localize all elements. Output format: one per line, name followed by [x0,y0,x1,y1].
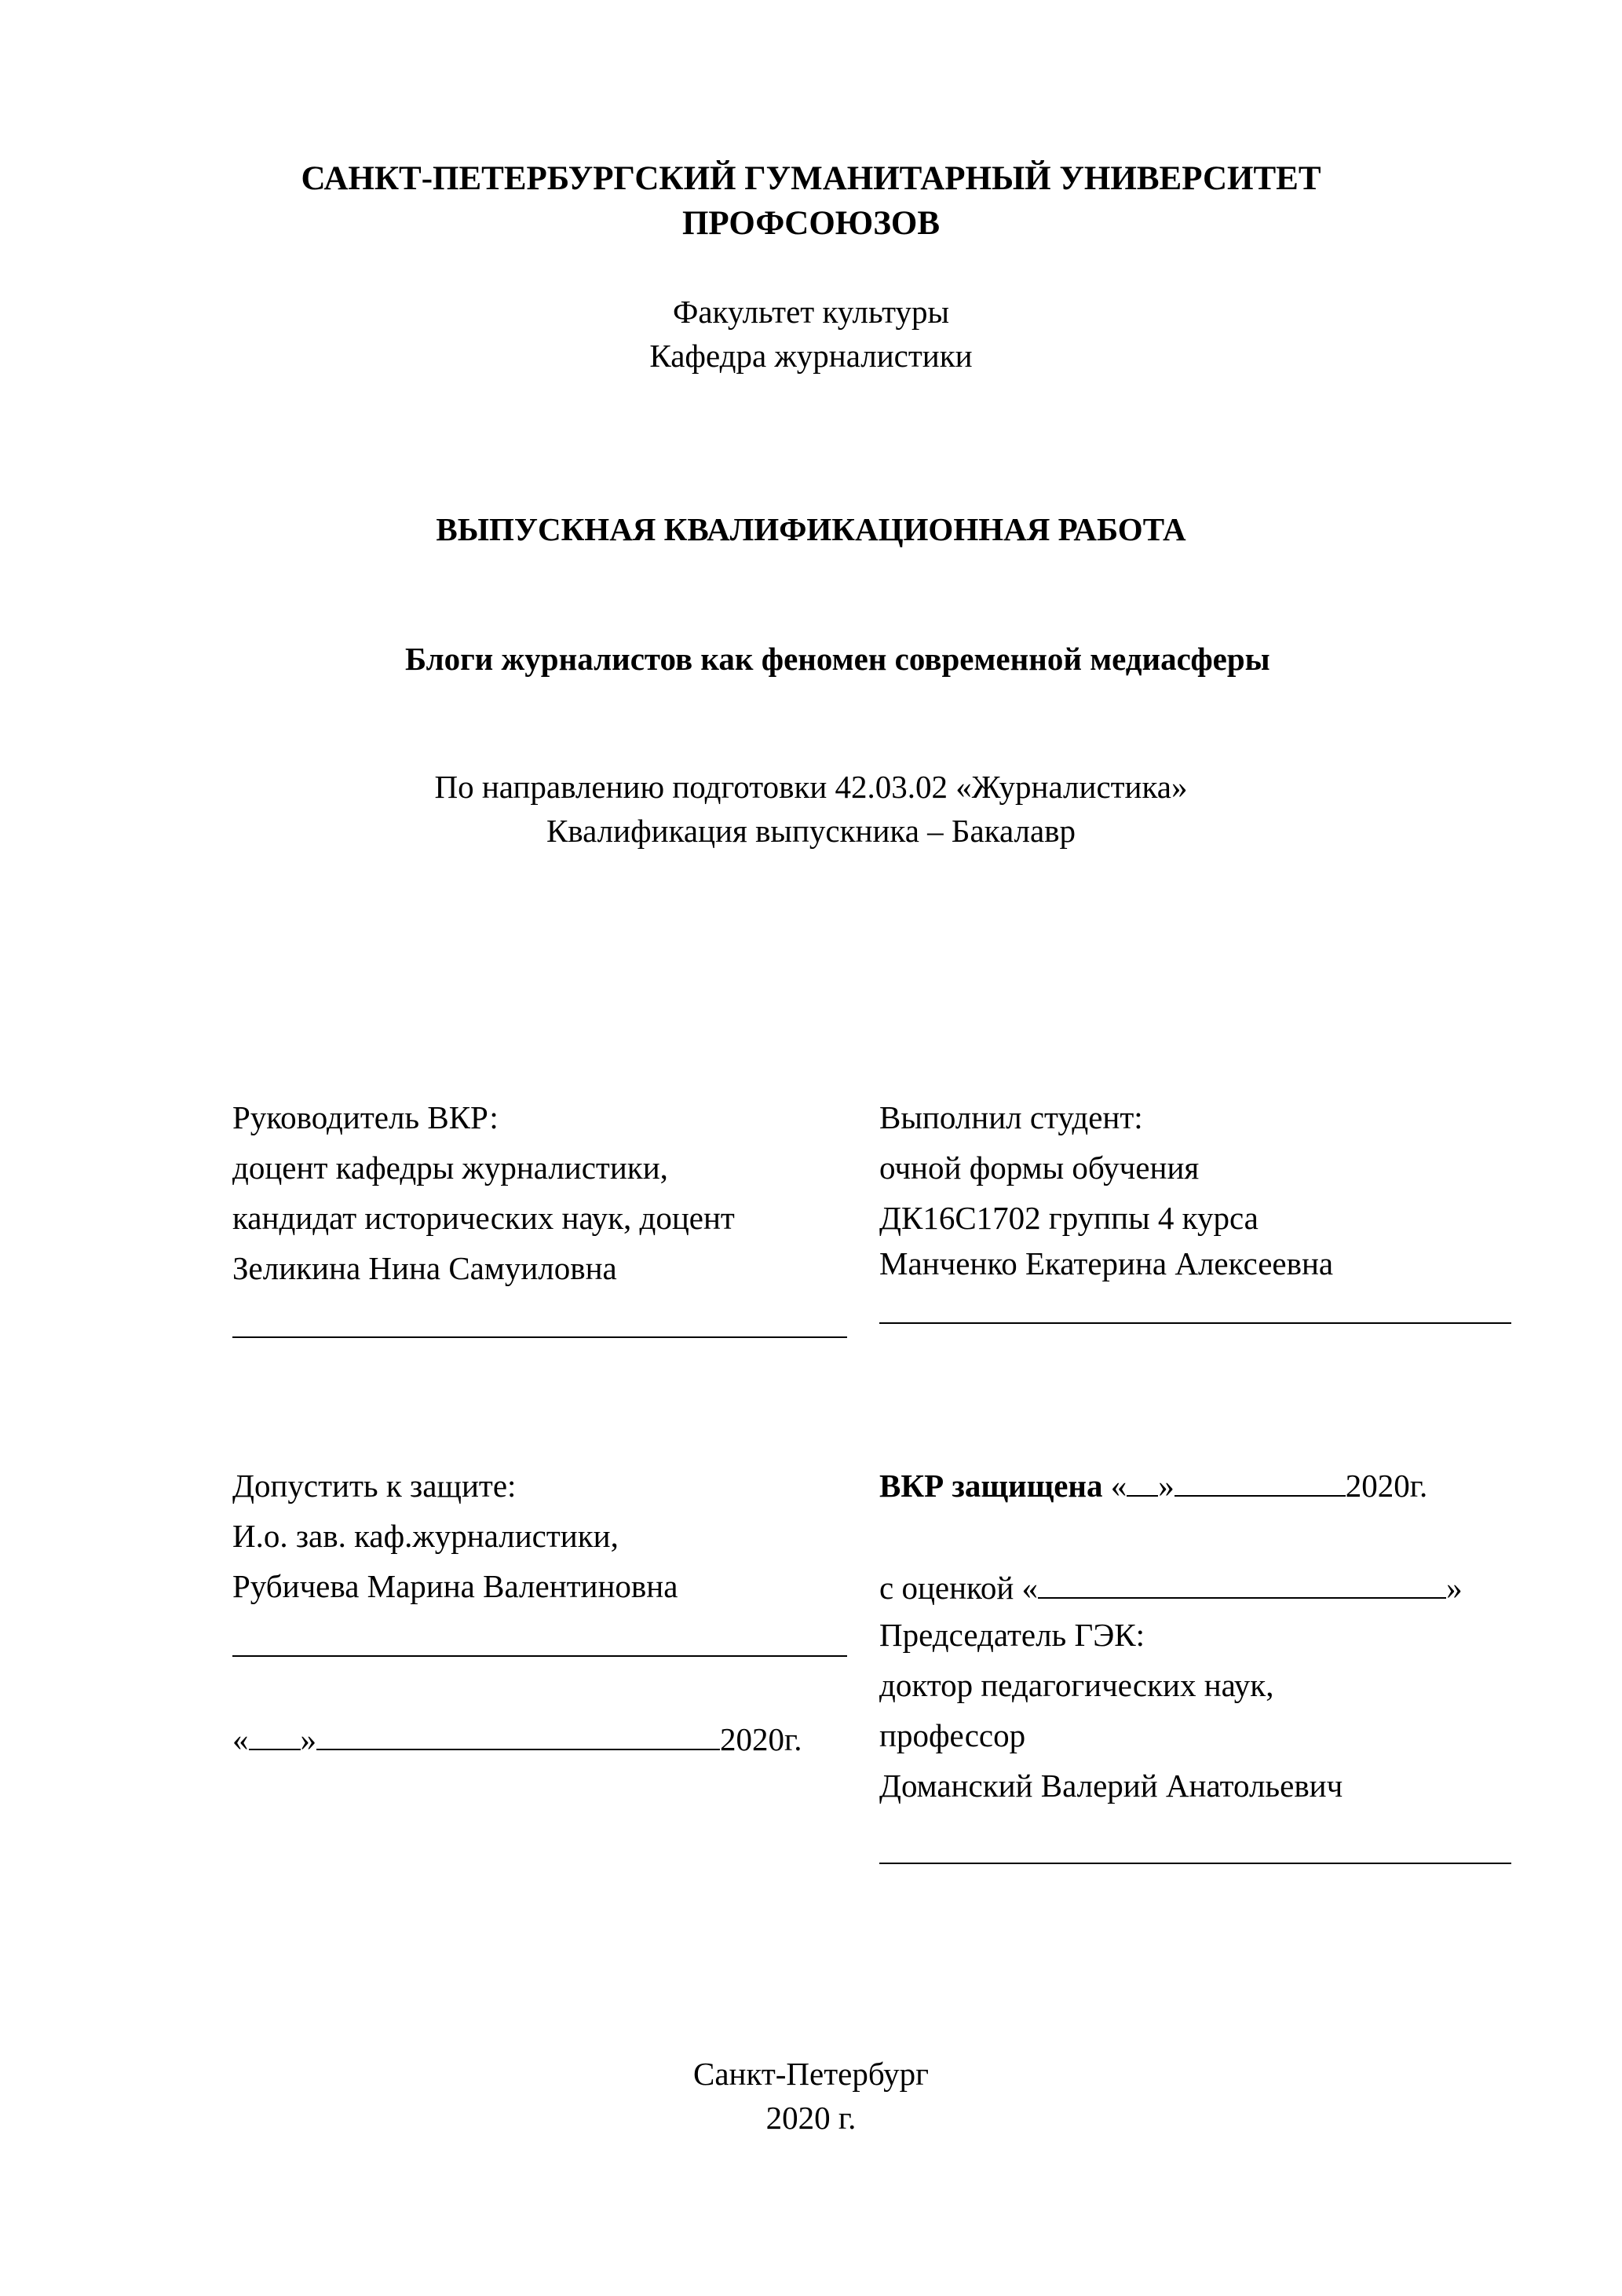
university-name-line1: САНКТ-ПЕТЕРБУРГСКИЙ ГУМАНИТАРНЫЙ УНИВЕРСИТЕТ [301,160,1321,197]
defense-grade: с оценкой « » [879,1570,1463,1606]
year: 2020 г. [765,2100,857,2136]
work-title: Блоги журналистов как феномен современной медиасферы [405,641,1270,677]
qualification: Квалификация выпускника – Бакалавр [546,813,1076,849]
supervisor-signature-line [232,1336,847,1338]
day-blank [249,1720,301,1750]
department: Кафедра журналистики [649,338,973,374]
student-block [879,1092,1333,1289]
admission-name: Рубичева Марина Валентиновна [232,1568,678,1604]
chair-degree: доктор педагогических наук, [879,1667,1274,1703]
chair-name: Доманский Валерий Анатольевич [879,1768,1343,1804]
supervisor-block [232,1092,735,1293]
month-blank [1174,1467,1346,1497]
supervisor-label: Руководитель ВКР: [232,1099,499,1135]
faculty: Факультет культуры [672,294,950,330]
admission-date: « » 2020г. [232,1721,802,1757]
student-form: очной формы обучения [879,1150,1200,1186]
chair-label: Председатель ГЭК: [879,1617,1145,1653]
student-signature-line [879,1322,1511,1324]
student-group: ДК16С1702 группы 4 курса [879,1200,1259,1236]
chair-title: профессор [879,1717,1026,1753]
student-name: Манченко Екатерина Алексеевна [879,1245,1334,1281]
chair-signature-line [879,1863,1511,1864]
admission-label: Допустить к защите: [232,1468,517,1504]
supervisor-position: доцент кафедры журналистики, [232,1150,668,1186]
chair-block [879,1610,1343,1811]
admission-position: И.о. зав. каф.журналистики, [232,1518,619,1554]
study-direction: По направлению подготовки 42.03.02 «Журналистика» [434,769,1188,805]
supervisor-degree: кандидат исторических наук, доцент [232,1200,735,1236]
work-type: ВЫПУСКНАЯ КВАЛИФИКАЦИОННАЯ РАБОТА [436,511,1186,547]
grade-blank [1038,1569,1446,1599]
day-blank [1127,1467,1158,1497]
student-label: Выполнил студент: [879,1099,1143,1135]
university-name-line2: ПРОФСОЮЗОВ [681,205,941,242]
city: Санкт-Петербург [693,2056,929,2092]
month-blank [316,1720,720,1750]
defense-date: ВКР защищена « » 2020г. [879,1468,1428,1504]
admission-block [232,1461,678,1611]
supervisor-name: Зеликина Нина Самуиловна [232,1250,617,1286]
admission-signature-line [232,1655,847,1657]
